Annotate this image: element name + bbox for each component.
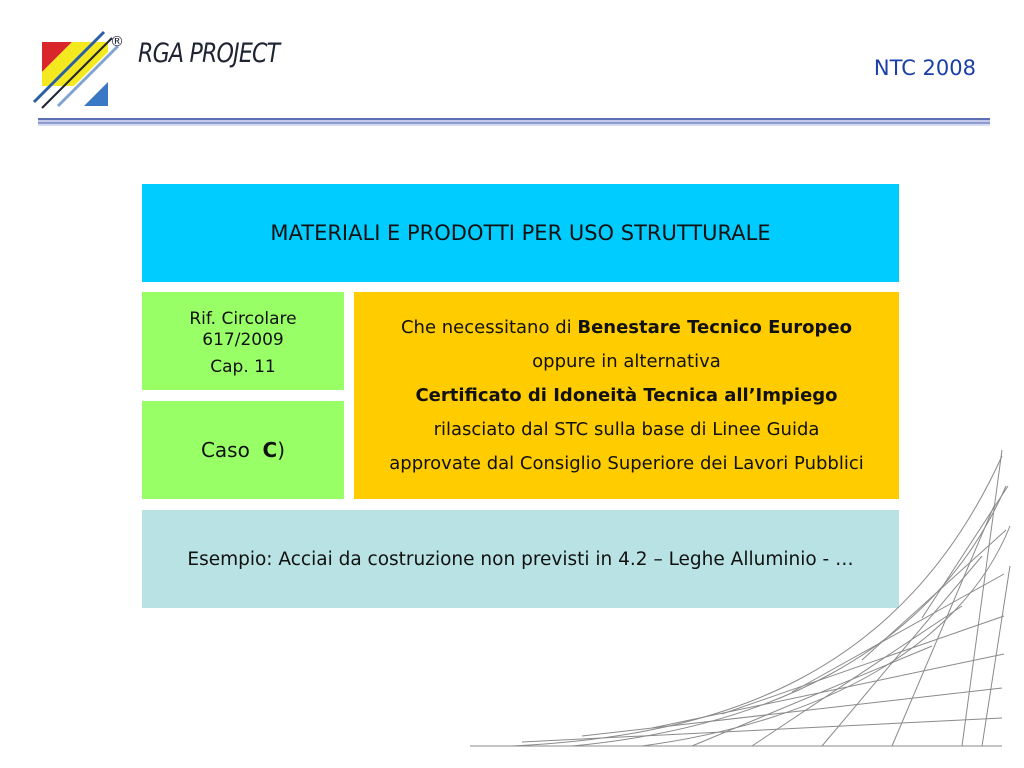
reference-line-1: Rif. Circolare <box>189 308 297 329</box>
decorative-grid-graphic <box>462 446 1024 768</box>
case-suffix: ) <box>277 438 286 462</box>
case-box <box>142 401 344 499</box>
description-line-5: approvate dal Consiglio Superiore dei Lavori Pubblici <box>389 452 864 474</box>
description-line-2: oppure in alternativa <box>532 350 721 372</box>
registered-mark: ® <box>110 34 124 50</box>
reference-line-2: 617/2009 <box>202 329 284 350</box>
description-line-1-bold: Benestare Tecnico Europeo <box>577 316 852 338</box>
title-box <box>142 184 899 282</box>
description-line-1 <box>401 311 852 345</box>
header-divider <box>38 118 990 126</box>
example-text: Esempio: Acciai da costruzione non previsti in 4.2 – Leghe Alluminio - … <box>187 548 854 570</box>
description-line-3-bold: Certificato di Idoneità Tecnica all’Impiego <box>415 384 838 406</box>
description-line-4: rilasciato dal STC sulla base di Linee Guida <box>433 418 820 440</box>
reference-box <box>142 292 344 390</box>
case-prefix: Caso <box>200 438 250 462</box>
brand-name: RGA PROJECT <box>138 38 280 69</box>
case-letter: C <box>262 438 278 462</box>
document-code: NTC 2008 <box>873 56 976 80</box>
description-line-3 <box>415 379 837 413</box>
reference-line-3: Cap. 11 <box>210 356 276 377</box>
description-line-1-prefix: Che necessitano di <box>400 316 578 338</box>
title-text: MATERIALI E PRODOTTI PER USO STRUTTURALE <box>270 221 771 245</box>
case-label <box>201 438 285 462</box>
